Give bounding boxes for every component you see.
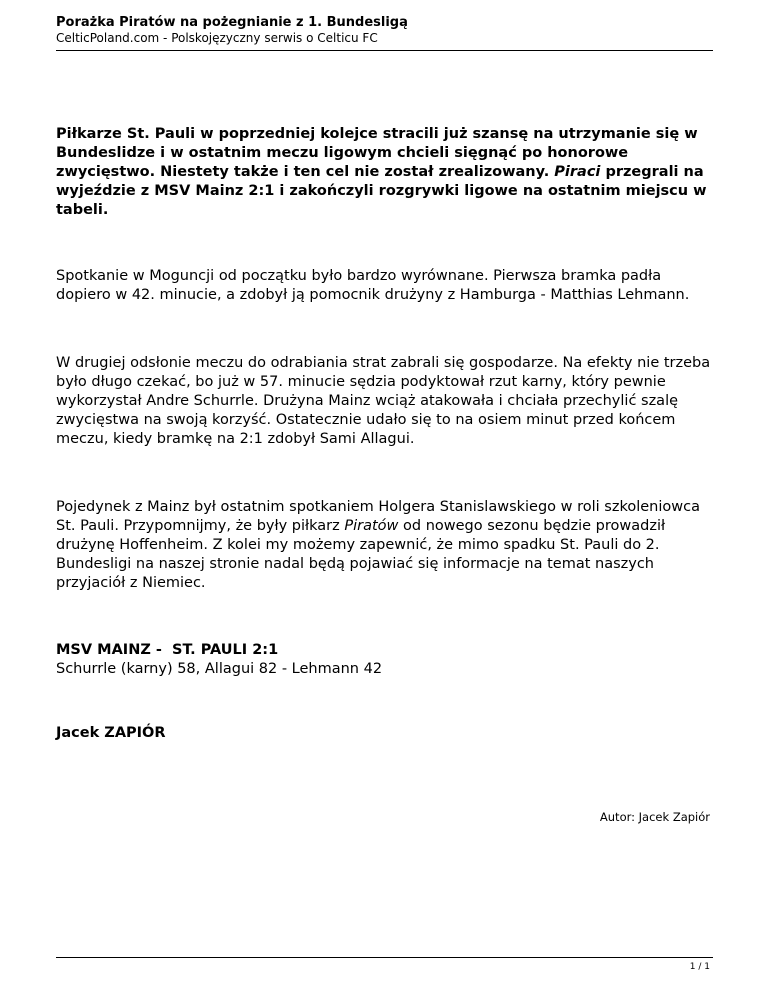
paragraph-first-half: Spotkanie w Moguncji od początku było bardzo wyrównane. Pierwsza bramka padła dopiero w 42. minucie, a zdobył ją pomocnik drużyny z Hamburga - Matthias Lehmann. — [56, 268, 690, 303]
paragraph-coach-end: od nowego sezonu będzie prowadził drużynę Hoffenheim. Z kolei my możemy zapewnić, że mimo spadku St. Pauli do 2. Bundesligi na naszej stronie nadal będą pojawiać się informacje na temat naszych przyjaciół z Niemiec. — [56, 518, 666, 591]
article-body — [56, 125, 716, 743]
article-lead — [56, 125, 716, 220]
document-title: Porażka Piratów na pożegnianie z 1. Bundesligą — [56, 15, 408, 30]
paragraph-second-half: W drugiej odsłonie meczu do odrabiania strat zabrali się gospodarze. Na efekty nie trzeba było długo czekać, bo już w 57. minucie sędzia podyktował rzut karny, który pewnie wykorzystał Andre Schurrle. Drużyna Mainz wciąż atakowała i chciała przechylić szalę zwycięstwa na swoją korzyść. Ostatecznie udało się to na osiem minut przed końcem meczu, kiedy bramkę na 2:1 zdobył Sami Allagui. — [56, 355, 711, 447]
article-signature: Jacek ZAPIÓR — [56, 725, 166, 741]
lead-text-start: Piłkarze St. Pauli w poprzedniej kolejce stracili już szansę na utrzymanie się w Bundeslidze i w ostatnim meczu ligowym chcieli sięgnąć po honorowe zwycięstwo. Niestety także i ten cel nie został zrealizowany. — [56, 126, 698, 180]
lead-emphasis: Piraci — [554, 164, 601, 180]
author-line: Autor: Jacek Zapiór — [599, 810, 710, 824]
page-header — [56, 14, 713, 51]
footer-rule — [56, 957, 713, 958]
site-subtitle: CelticPoland.com - Polskojęzyczny serwis o Celticu FC — [56, 31, 378, 45]
page-number: 1 / 1 — [689, 962, 710, 972]
paragraph-coach — [56, 498, 716, 593]
match-scorers: Schurrle (karny) 58, Allagui 82 - Lehmann 42 — [56, 661, 383, 677]
match-score-heading: MSV MAINZ - ST. PAULI 2:1 — [56, 642, 279, 658]
paragraph-coach-emphasis: Piratów — [344, 518, 399, 534]
paragraph-coach-start: Pojedynek z Mainz był ostatnim spotkaniem Holgera Stanislawskiego w roli szkoleniowca St. Pauli. Przypomnijmy, że były piłkarz — [56, 499, 700, 534]
lead-text-end: przegrali na wyjeździe z MSV Mainz 2:1 i zakończyli rozgrywki ligowe na ostatnim miejscu w tabeli. — [56, 164, 707, 218]
